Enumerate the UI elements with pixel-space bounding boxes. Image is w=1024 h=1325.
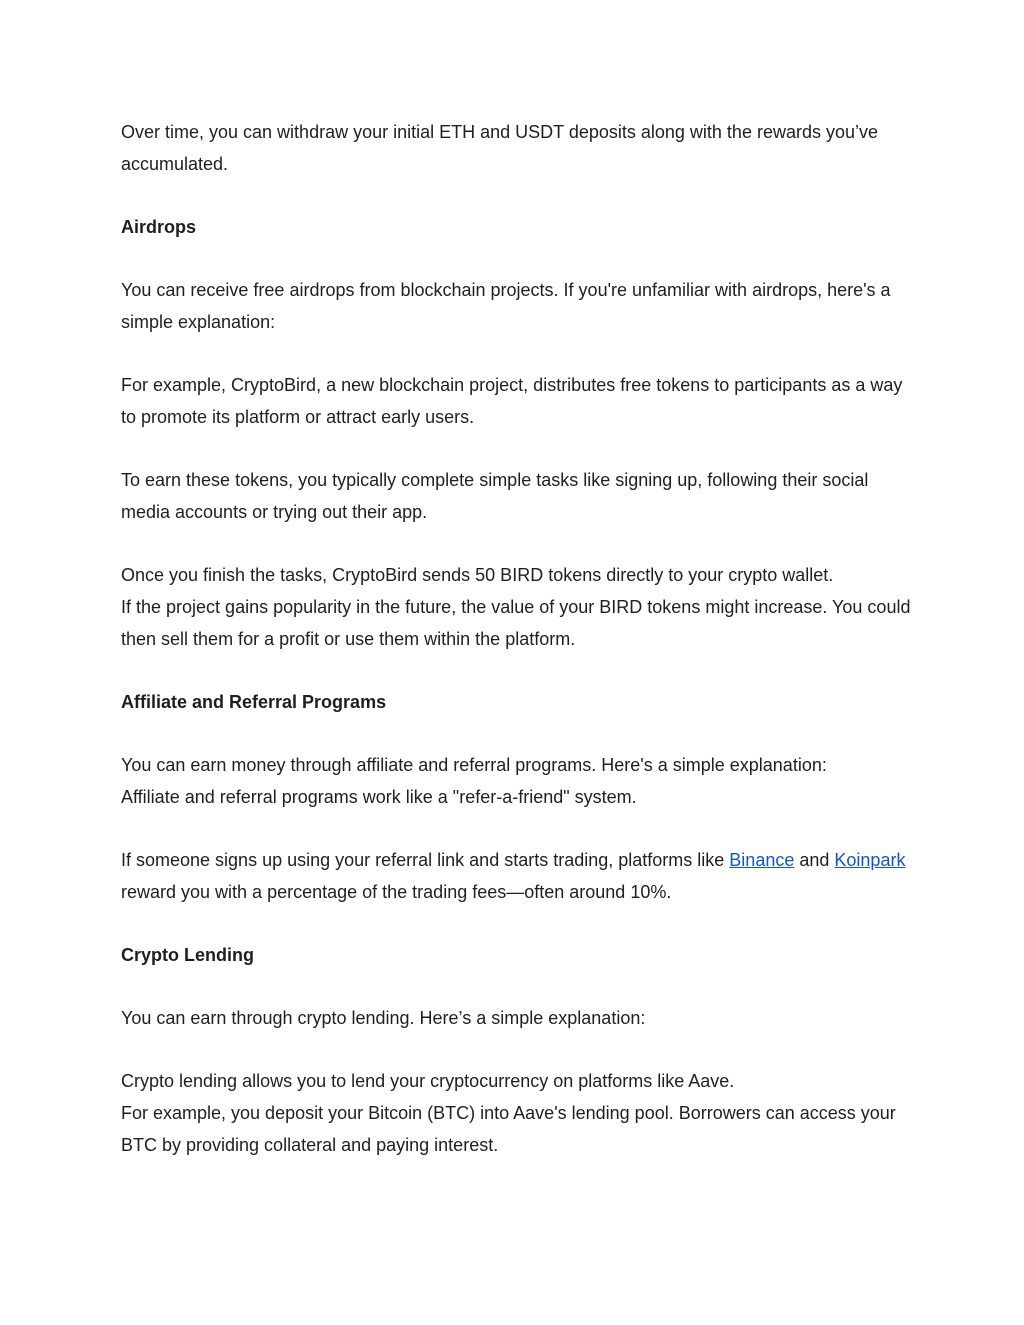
paragraph-airdrops-reward: Once you finish the tasks, CryptoBird sends 50 BIRD tokens directly to your crypto wallet. [121,565,834,585]
text-segment: and [794,850,835,870]
paragraph-airdrops-tasks: To earn these tokens, you typically complete simple tasks like signing up, following their social media accounts or trying out their app. [121,470,869,522]
paragraph-affiliate-system: Affiliate and referral programs work like a "refer-a-friend" system. [121,787,637,807]
paragraph-lending-platforms: Crypto lending allows you to lend your cryptocurrency on platforms like Aave. [121,1071,735,1091]
text-segment: reward you with a percentage of the trading fees—often around 10%. [121,882,672,902]
binance-link[interactable]: Binance [729,850,795,870]
document-body [121,116,911,1161]
paragraph-airdrops-example: For example, CryptoBird, a new blockchain project, distributes free tokens to participants as a way to promote its platform or attract early users. [121,375,903,427]
heading-airdrops: Airdrops [121,217,197,237]
heading-affiliate: Affiliate and Referral Programs [121,692,387,712]
paragraph-affiliate-intro: You can earn money through affiliate and referral programs. Here's a simple explanation: [121,755,827,775]
paragraph-lending-example: For example, you deposit your Bitcoin (BTC) into Aave's lending pool. Borrowers can access your BTC by providing collateral and paying interest. [121,1103,896,1155]
paragraph-lending-intro: You can earn through crypto lending. Here’s a simple explanation: [121,1008,646,1028]
paragraph-airdrops-value: If the project gains popularity in the future, the value of your BIRD tokens might increase. You could then sell them for a profit or use them within the platform. [121,597,911,649]
heading-crypto-lending: Crypto Lending [121,945,254,965]
paragraph-affiliate-example [121,844,911,908]
paragraph-withdraw: Over time, you can withdraw your initial ETH and USDT deposits along with the rewards you’ve accumulated. [121,122,879,174]
text-segment: If someone signs up using your referral link and starts trading, platforms like [121,850,730,870]
paragraph-airdrops-intro: You can receive free airdrops from blockchain projects. If you're unfamiliar with airdrops, here's a simple explanation: [121,280,891,332]
koinpark-link[interactable]: Koinpark [834,850,906,870]
